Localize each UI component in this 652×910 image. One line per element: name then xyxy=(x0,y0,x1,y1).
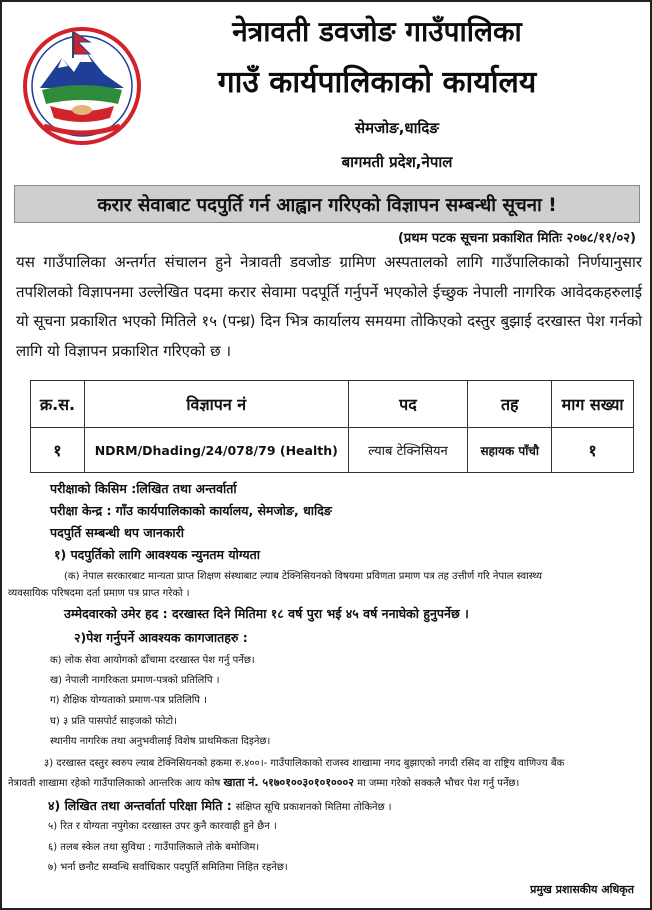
publish-date: (प्रथम पटक सूचना प्रकाशित मितिः २०७८/११/०२) xyxy=(397,231,636,246)
municipality-emblem-icon xyxy=(22,22,142,150)
table-header-row xyxy=(31,381,634,428)
address-line-1: सेमजोङ,धादिङ xyxy=(355,119,439,137)
documents-heading: २)पेश गर्नुपर्ने आवश्यक कागजातहरु : xyxy=(74,630,248,645)
column-header: पद xyxy=(348,381,468,428)
column-header: माग सख्या xyxy=(552,381,634,428)
table-cell: १ xyxy=(31,428,85,473)
qualification-text-2: व्यवसायिक परिषदमा दर्ता प्रमाण पत्र प्राप्त गरेको । xyxy=(8,588,190,599)
signatory-title: प्रमुख प्रशासकीय अधिकृत xyxy=(530,883,634,896)
fee-text-a: नेत्रावती शाखामा रहेको गाउँपालिकाको आन्तरिक आय कोष xyxy=(8,778,221,789)
table-row xyxy=(31,428,634,473)
account-number: खाता नं. ५१७०१००३०१०१०००२ xyxy=(223,776,354,789)
column-header: तह xyxy=(468,381,552,428)
rule-item: ५) रित र योग्यता नपुगेका दरखास्त उपर कुनै कारवाही हुने छैन । xyxy=(48,821,277,832)
table-cell: १ xyxy=(552,428,634,473)
document-item: ख) नेपाली नागरिकता प्रमाण-पत्रको प्रतिलिपि । xyxy=(50,675,220,686)
exam-date-label: ४) लिखित तथा अन्तर्वार्ता परिक्षा मिति : xyxy=(48,798,232,813)
table-cell: ल्याब टेक्निसियन xyxy=(348,428,468,473)
qualification-text-1: (क) नेपाल सरकारबाट मान्यता प्राप्त शिक्षण संस्थाबाट ल्याब टेक्निसियनको विषयमा प्रविणता प्रमाण पत्र तह उत्तीर्ण गरि नेपाल स्वास्थ्य xyxy=(64,571,543,582)
exam-date-text: संक्षिप्त सूचि प्रकाशनको मितिमा तोकिनेछ । xyxy=(235,802,392,813)
local-priority-note: स्थानीय नागरिक तथा अनुभवीलाई विशेष प्राथमिकता दिइनेछ। xyxy=(50,736,271,747)
table-cell: सहायक पाँचौ xyxy=(468,428,552,473)
column-header: क्र.स. xyxy=(31,381,85,428)
document-item: ग) शैक्षिक योग्यताको प्रमाण-पत्र प्रतिलिपि । xyxy=(50,695,207,706)
fee-line-2 xyxy=(2,775,652,790)
fee-line-1: ३) दरखास्त दस्तुर स्वरुप ल्याब टेक्निसियनको हकमा रु.४००।- गाउँपालिकाको राजस्व शाखामा नगद बुझाएको नगदी रसिद वा राष्ट्रिय वाणिज्य बैंक xyxy=(44,758,565,769)
address-line-2: बागमती प्रदेश,नेपाल xyxy=(341,153,453,171)
notice-title-banner xyxy=(14,185,640,223)
age-limit: उम्मेदवारको उमेर हद : दरखास्त दिने मितिमा १८ वर्ष पुरा भई ४५ वर्ष ननाघेको हुनुपर्नेछ । xyxy=(64,606,469,621)
more-info-heading: पदपुर्ति सम्बन्धी थप जानकारी xyxy=(50,525,185,540)
column-header: विज्ञापन नं xyxy=(84,381,348,428)
document-item: क) लोक सेवा आयोगको ढाँचामा दरखास्त पेश गर्नु पर्नेछ। xyxy=(50,655,255,666)
exam-center: परीक्षा केन्द्र : गाँउ कार्यपालिकाको कार्यालय, सेमजोङ, धादिङ xyxy=(50,503,332,518)
table-cell: NDRM/Dhading/24/078/79 (Health) xyxy=(84,428,348,473)
qualification-heading: १) पदपुर्तिको लागि आवश्यक न्युनतम योग्यता xyxy=(54,547,260,562)
rule-item: ६) तलब स्केल तथा सुविधा : गाउँपालिकाले तोके बमोजिम। xyxy=(48,842,260,853)
office-name: गाउँ कार्यपालिकाको कार्यालय xyxy=(217,65,537,100)
notice-title: करार सेवाबाट पदपुर्ति गर्न आह्वान गरिएको विज्ञापन सम्बन्धी सूचना ! xyxy=(97,194,557,216)
document-item: घ) ३ प्रति पासपोर्ट साइजको फोटो। xyxy=(50,716,177,727)
exam-date-line xyxy=(2,797,652,814)
intro-paragraph: यस गाउँपालिका अन्तर्गत संचालन हुने नेत्रावती डवजोङ ग्रामिण अस्पतालको लागि गाउँपालिकाको निर्णयानुसार तपशिलको विज्ञापनमा उल्लेखित पदमा करार सेवामा पदपूर्ति गर्नुपर्ने भएकोले ईच्छुक नेपाली नागरिक आवेदकहरुलाई यो सूचना प्रकाशित भएको मितिले १५ (पन्ध्र) दिन भित्र कार्यालय समयमा तोकिएको दस्तुर बुझाई दरखास्त पेश गर्नको लागि यो विज्ञापन प्रकाशित गरिएको छ । xyxy=(16,253,642,360)
vacancy-table xyxy=(30,380,634,473)
exam-type: परीक्षाको किसिम :लिखित तथा अन्तर्वार्ता xyxy=(50,481,237,496)
fee-text-b: मा जम्मा गरेको सक्कलै भौचर पेश गर्नु पर्नेछ। xyxy=(357,778,520,789)
rule-item: ७) भर्ना छनौट सम्वन्धि सर्वाधिकार पदपुर्ति समितिमा निहित रहनेछ। xyxy=(48,862,288,873)
municipality-name: नेत्रावती डवजोङ गाउँपालिका xyxy=(232,15,522,48)
